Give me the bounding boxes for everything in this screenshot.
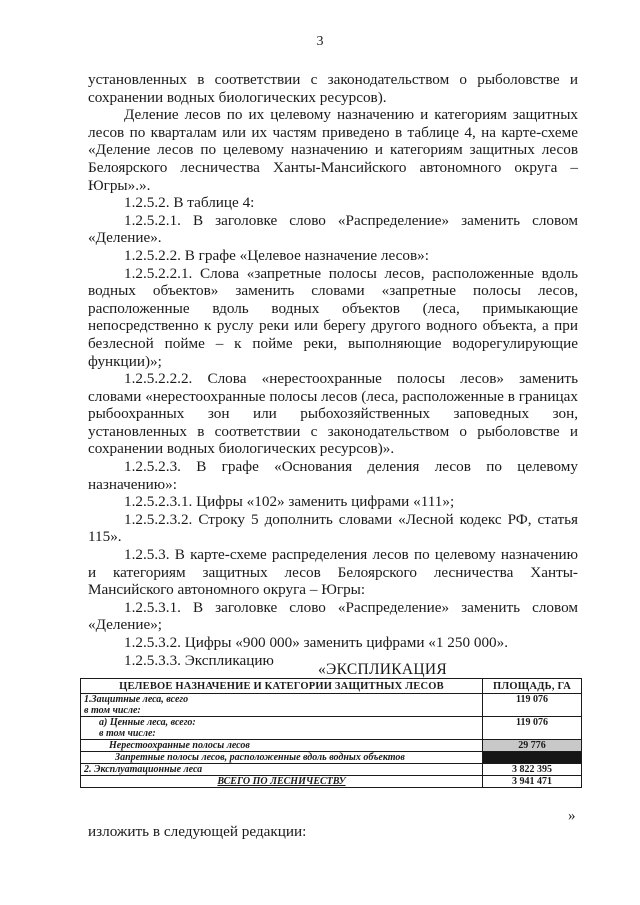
paragraph-14: 1.2.5.3.3. Экспликацию xyxy=(124,651,274,669)
paragraph-1: установленных в соответствии с законодательством о рыболовстве и сохранении водных биологических ресурсов). xyxy=(88,71,578,106)
table-row xyxy=(81,776,582,788)
paragraph-3: 1.2.5.2. В таблице 4: xyxy=(124,194,255,212)
document-body xyxy=(88,71,578,669)
paragraph-2: Деление лесов по их целевому назначению и категориям защитных лесов по кварталам или их частям приведено в таблице 4, на карте-схеме «Деление лесов по целевому назначению и категориям защитных лесов Белоярского лесничества Ханты-Мансийского автономного округа – Югры».». xyxy=(88,106,578,194)
paragraph-5: 1.2.5.2.2. В графе «Целевое назначение лесов»: xyxy=(124,246,429,264)
closing-quote: » xyxy=(568,808,576,824)
paragraph-10: 1.2.5.2.3.2. Строку 5 дополнить словами «Лесной кодекс РФ, статья 115». xyxy=(88,510,578,546)
table-title: «ЭКСПЛИКАЦИЯ xyxy=(318,661,448,678)
table-row xyxy=(81,717,582,740)
row-restricted: Запретные полосы лесов, расположенные вдоль водных объектов xyxy=(81,752,483,764)
value-restricted-redacted xyxy=(483,752,582,764)
table-row xyxy=(81,764,582,776)
value-spawning: 29 776 xyxy=(483,740,582,752)
row-sublabel: в том числе: xyxy=(99,728,156,739)
paragraph-13: 1.2.5.3.2. Цифры «900 000» заменить цифрами «1 250 000». xyxy=(124,634,509,651)
table-header-row xyxy=(81,679,582,694)
value-protective-total: 119 076 xyxy=(483,694,582,717)
header-purpose: ЦЕЛЕВОЕ НАЗНАЧЕНИЕ И КАТЕГОРИИ ЗАЩИТНЫХ ЛЕСОВ xyxy=(81,679,483,694)
value-valuable-total: 119 076 xyxy=(483,717,582,740)
table-row xyxy=(81,752,582,764)
value-exploitation: 3 822 395 xyxy=(483,764,582,776)
table-row xyxy=(81,694,582,717)
row-total: ВСЕГО ПО ЛЕСНИЧЕСТВУ xyxy=(81,776,483,788)
paragraph-7: 1.2.5.2.2.2. Слова «нерестоохранные полосы лесов» заменить словами «нерестоохранные полосы лесов (леса, расположенные в границах рыбоохранных зон или рыбохозяйственных заповедных зон, установленных в соответствии с законодательством о рыболовстве и сохранении водных биологических ресурсов)». xyxy=(88,370,578,458)
paragraph-12: 1.2.5.3.1. В заголовке слово «Распределение» заменить словом «Деление»; xyxy=(88,598,578,634)
row-protective-total xyxy=(81,694,483,717)
paragraph-4: 1.2.5.2.1. В заголовке слово «Распределение» заменить словом «Деление». xyxy=(88,211,578,247)
table-row xyxy=(81,740,582,752)
paragraph-9: 1.2.5.2.3.1. Цифры «102» заменить цифрами «111»; xyxy=(124,493,455,511)
paragraph-8: 1.2.5.2.3. В графе «Основания деления лесов по целевому назначению»: xyxy=(88,458,578,493)
header-area: ПЛОЩАДЬ, ГА xyxy=(483,679,582,694)
page-number: 3 xyxy=(316,34,324,49)
paragraph-11: 1.2.5.3. В карте-схеме распределения лесов по целевому назначению и категориям защитных лесов Белоярского лесничества Ханты-Мансийского автономного округа – Югры: xyxy=(88,546,578,599)
row-exploitation: 2. Эксплуатационные леса xyxy=(81,764,483,776)
paragraph-6: 1.2.5.2.2.1. Слова «запретные полосы лесов, расположенные вдоль водных объектов» заменить словами «запретные полосы лесов, расположенные вдоль водных объектов (леса, примыкающие непосредственно к руслу реки или берегу другого водного объекта, а при безлесной пойме – к пойме реки, выполняющие водорегулирующие функции)»; xyxy=(88,264,578,370)
value-total: 3 941 471 xyxy=(483,776,582,788)
row-spawning: Нерестоохранные полосы лесов xyxy=(81,740,483,752)
closing-text: изложить в следующей редакции: xyxy=(88,823,307,840)
row-label: 1.Защитные леса, всего xyxy=(84,694,189,705)
row-label: а) Ценные леса, всего: xyxy=(99,717,196,728)
row-sublabel: в том числе: xyxy=(84,705,141,716)
row-valuable-total xyxy=(81,717,483,740)
explication-table xyxy=(80,678,582,788)
